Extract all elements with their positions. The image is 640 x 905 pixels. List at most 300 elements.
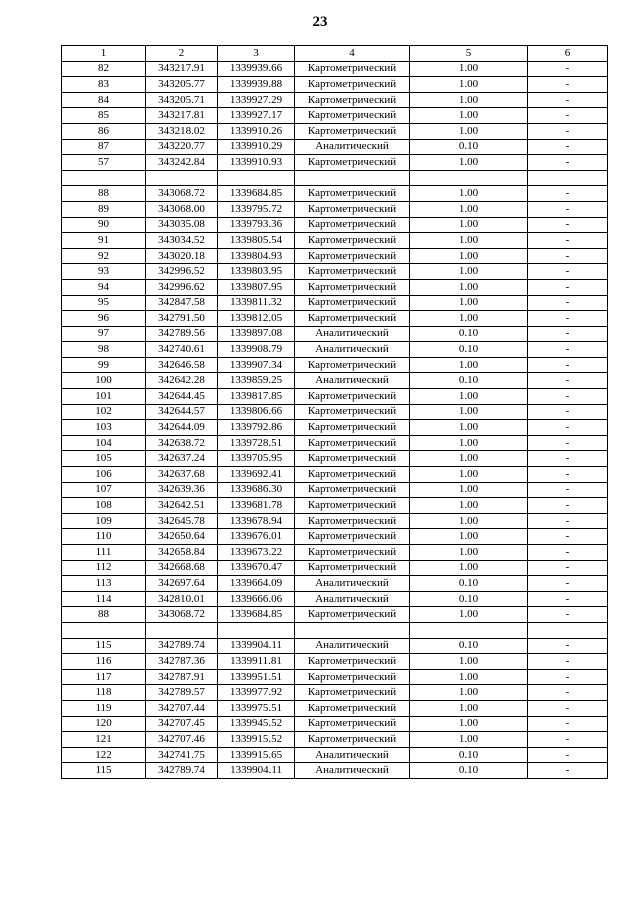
x-coordinate-cell: 342644.09 [146, 420, 218, 436]
accuracy-cell: 1.00 [410, 217, 528, 233]
x-coordinate-cell: 343068.72 [146, 186, 218, 202]
accuracy-cell: 1.00 [410, 233, 528, 249]
y-coordinate-cell: 1339806.66 [218, 404, 295, 420]
y-coordinate-cell: 1339692.41 [218, 467, 295, 483]
x-coordinate-cell: 342642.51 [146, 498, 218, 514]
table-row [62, 264, 608, 280]
x-coordinate-cell: 342789.57 [146, 685, 218, 701]
table-row [62, 529, 608, 545]
point-number-cell: 113 [62, 576, 146, 592]
note-cell: - [528, 123, 608, 139]
method-cell: Картометрический [295, 311, 410, 327]
y-coordinate-cell: 1339927.29 [218, 92, 295, 108]
note-cell: - [528, 61, 608, 77]
point-number-cell: 86 [62, 123, 146, 139]
note-cell: - [528, 482, 608, 498]
coordinates-table [61, 45, 608, 779]
accuracy-cell: 1.00 [410, 654, 528, 670]
point-number-cell: 94 [62, 279, 146, 295]
accuracy-cell: 1.00 [410, 560, 528, 576]
y-coordinate-cell: 1339803.95 [218, 264, 295, 280]
note-cell: - [528, 217, 608, 233]
point-number-cell: 82 [62, 61, 146, 77]
method-cell [295, 170, 410, 186]
x-coordinate-cell: 343068.00 [146, 201, 218, 217]
x-coordinate-cell: 343035.08 [146, 217, 218, 233]
table-row [62, 545, 608, 561]
y-coordinate-cell: 1339805.54 [218, 233, 295, 249]
note-cell: - [528, 201, 608, 217]
accuracy-cell: 1.00 [410, 732, 528, 748]
accuracy-cell: 1.00 [410, 467, 528, 483]
method-cell: Картометрический [295, 404, 410, 420]
y-coordinate-cell: 1339664.09 [218, 576, 295, 592]
note-cell: - [528, 373, 608, 389]
note-cell: - [528, 513, 608, 529]
point-number-cell: 90 [62, 217, 146, 233]
note-cell: - [528, 326, 608, 342]
table-row [62, 467, 608, 483]
accuracy-cell: 0.10 [410, 342, 528, 358]
point-number-cell: 104 [62, 435, 146, 451]
accuracy-cell: 1.00 [410, 248, 528, 264]
accuracy-cell: 1.00 [410, 357, 528, 373]
y-coordinate-cell: 1339686.30 [218, 482, 295, 498]
point-number-cell: 122 [62, 747, 146, 763]
y-coordinate-cell: 1339676.01 [218, 529, 295, 545]
table-row [62, 201, 608, 217]
point-number-cell: 117 [62, 669, 146, 685]
y-coordinate-cell: 1339812.05 [218, 311, 295, 327]
x-coordinate-cell: 342658.84 [146, 545, 218, 561]
y-coordinate-cell: 1339910.29 [218, 139, 295, 155]
method-cell: Картометрический [295, 560, 410, 576]
point-number-cell: 102 [62, 404, 146, 420]
table-row [62, 404, 608, 420]
accuracy-cell: 1.00 [410, 435, 528, 451]
note-cell: - [528, 591, 608, 607]
table-row [62, 373, 608, 389]
point-number-cell [62, 170, 146, 186]
point-number-cell: 115 [62, 763, 146, 779]
method-cell: Аналитический [295, 591, 410, 607]
method-cell: Картометрический [295, 61, 410, 77]
point-number-cell: 111 [62, 545, 146, 561]
note-cell: - [528, 498, 608, 514]
x-coordinate-cell: 342791.50 [146, 311, 218, 327]
method-cell: Картометрический [295, 123, 410, 139]
note-cell: - [528, 420, 608, 436]
method-cell: Аналитический [295, 139, 410, 155]
note-cell: - [528, 389, 608, 405]
x-coordinate-cell: 342707.46 [146, 732, 218, 748]
x-coordinate-cell: 342847.58 [146, 295, 218, 311]
table-row [62, 560, 608, 576]
y-coordinate-cell: 1339666.06 [218, 591, 295, 607]
table-row [62, 295, 608, 311]
method-cell: Картометрический [295, 420, 410, 436]
point-number-cell: 107 [62, 482, 146, 498]
note-cell: - [528, 233, 608, 249]
point-number-cell: 120 [62, 716, 146, 732]
x-coordinate-cell: 342996.52 [146, 264, 218, 280]
point-number-cell: 93 [62, 264, 146, 280]
point-number-cell: 88 [62, 186, 146, 202]
x-coordinate-cell: 342645.78 [146, 513, 218, 529]
accuracy-cell: 1.00 [410, 513, 528, 529]
note-cell: - [528, 716, 608, 732]
y-coordinate-cell: 1339684.85 [218, 186, 295, 202]
y-coordinate-cell: 1339807.95 [218, 279, 295, 295]
accuracy-cell: 1.00 [410, 264, 528, 280]
method-cell: Картометрический [295, 654, 410, 670]
point-number-cell: 84 [62, 92, 146, 108]
x-coordinate-cell: 342650.64 [146, 529, 218, 545]
y-coordinate-cell: 1339728.51 [218, 435, 295, 451]
point-number-cell: 89 [62, 201, 146, 217]
accuracy-cell: 0.10 [410, 638, 528, 654]
method-cell: Аналитический [295, 576, 410, 592]
note-cell: - [528, 747, 608, 763]
y-coordinate-cell: 1339670.47 [218, 560, 295, 576]
accuracy-cell: 1.00 [410, 669, 528, 685]
method-cell: Картометрический [295, 108, 410, 124]
x-coordinate-cell: 342668.68 [146, 560, 218, 576]
x-coordinate-cell: 342789.56 [146, 326, 218, 342]
note-cell: - [528, 279, 608, 295]
point-number-cell: 87 [62, 139, 146, 155]
point-number-cell: 115 [62, 638, 146, 654]
note-cell: - [528, 638, 608, 654]
point-number-cell: 98 [62, 342, 146, 358]
table-row [62, 186, 608, 202]
x-coordinate-cell [146, 622, 218, 638]
x-coordinate-cell: 342707.45 [146, 716, 218, 732]
table-body [62, 61, 608, 778]
y-coordinate-cell: 1339793.36 [218, 217, 295, 233]
method-cell: Картометрический [295, 279, 410, 295]
y-coordinate-cell: 1339939.88 [218, 77, 295, 93]
x-coordinate-cell: 342741.75 [146, 747, 218, 763]
y-coordinate-cell: 1339975.51 [218, 700, 295, 716]
note-cell: - [528, 545, 608, 561]
x-coordinate-cell: 342740.61 [146, 342, 218, 358]
note-cell: - [528, 669, 608, 685]
accuracy-cell: 0.10 [410, 373, 528, 389]
method-cell: Аналитический [295, 373, 410, 389]
table-row [62, 342, 608, 358]
point-number-cell: 119 [62, 700, 146, 716]
accuracy-cell: 1.00 [410, 123, 528, 139]
method-cell: Картометрический [295, 186, 410, 202]
method-cell: Картометрический [295, 732, 410, 748]
point-number-cell: 108 [62, 498, 146, 514]
point-number-cell: 114 [62, 591, 146, 607]
y-coordinate-cell: 1339673.22 [218, 545, 295, 561]
x-coordinate-cell: 342644.45 [146, 389, 218, 405]
x-coordinate-cell: 342697.64 [146, 576, 218, 592]
table-header [62, 46, 608, 62]
x-coordinate-cell: 343205.77 [146, 77, 218, 93]
note-cell: - [528, 155, 608, 171]
point-number-cell: 118 [62, 685, 146, 701]
accuracy-cell: 1.00 [410, 451, 528, 467]
method-cell: Аналитический [295, 342, 410, 358]
x-coordinate-cell: 343034.52 [146, 233, 218, 249]
accuracy-cell: 0.10 [410, 591, 528, 607]
note-cell: - [528, 186, 608, 202]
accuracy-cell: 1.00 [410, 404, 528, 420]
accuracy-cell: 0.10 [410, 326, 528, 342]
x-coordinate-cell: 343205.71 [146, 92, 218, 108]
point-number-cell: 116 [62, 654, 146, 670]
x-coordinate-cell: 343218.02 [146, 123, 218, 139]
note-cell: - [528, 685, 608, 701]
y-coordinate-cell: 1339795.72 [218, 201, 295, 217]
accuracy-cell: 1.00 [410, 700, 528, 716]
note-cell: - [528, 560, 608, 576]
accuracy-cell: 1.00 [410, 77, 528, 93]
y-coordinate-cell: 1339817.85 [218, 389, 295, 405]
y-coordinate-cell: 1339910.26 [218, 123, 295, 139]
table-row [62, 311, 608, 327]
x-coordinate-cell: 342789.74 [146, 763, 218, 779]
method-cell: Картометрический [295, 498, 410, 514]
table-row [62, 420, 608, 436]
method-cell: Картометрический [295, 92, 410, 108]
accuracy-cell: 1.00 [410, 201, 528, 217]
x-coordinate-cell: 342789.74 [146, 638, 218, 654]
y-coordinate-cell: 1339904.11 [218, 638, 295, 654]
x-coordinate-cell: 343242.84 [146, 155, 218, 171]
table-row [62, 513, 608, 529]
table-row [62, 451, 608, 467]
note-cell: - [528, 311, 608, 327]
method-cell: Картометрический [295, 700, 410, 716]
point-number-cell: 91 [62, 233, 146, 249]
x-coordinate-cell: 343217.81 [146, 108, 218, 124]
table-row [62, 279, 608, 295]
y-coordinate-cell: 1339681.78 [218, 498, 295, 514]
table-row [62, 389, 608, 405]
y-coordinate-cell: 1339792.86 [218, 420, 295, 436]
x-coordinate-cell: 342638.72 [146, 435, 218, 451]
header-row [62, 46, 608, 62]
x-coordinate-cell: 342787.36 [146, 654, 218, 670]
point-number-cell [62, 622, 146, 638]
y-coordinate-cell: 1339945.52 [218, 716, 295, 732]
table-row [62, 139, 608, 155]
point-number-cell: 88 [62, 607, 146, 623]
x-coordinate-cell: 342642.28 [146, 373, 218, 389]
accuracy-cell: 0.10 [410, 576, 528, 592]
table-row [62, 435, 608, 451]
accuracy-cell: 1.00 [410, 607, 528, 623]
note-cell: - [528, 700, 608, 716]
accuracy-cell: 1.00 [410, 685, 528, 701]
x-coordinate-cell: 342639.36 [146, 482, 218, 498]
note-cell: - [528, 139, 608, 155]
note-cell [528, 622, 608, 638]
accuracy-cell: 1.00 [410, 716, 528, 732]
method-cell: Картометрический [295, 545, 410, 561]
note-cell: - [528, 654, 608, 670]
point-number-cell: 100 [62, 373, 146, 389]
y-coordinate-cell: 1339705.95 [218, 451, 295, 467]
y-coordinate-cell: 1339811.32 [218, 295, 295, 311]
note-cell: - [528, 576, 608, 592]
table-row [62, 326, 608, 342]
accuracy-cell: 1.00 [410, 482, 528, 498]
table-row [62, 108, 608, 124]
y-coordinate-cell: 1339927.17 [218, 108, 295, 124]
method-cell: Картометрический [295, 435, 410, 451]
accuracy-cell [410, 170, 528, 186]
note-cell: - [528, 357, 608, 373]
note-cell: - [528, 248, 608, 264]
note-cell: - [528, 467, 608, 483]
point-number-cell: 106 [62, 467, 146, 483]
table-row [62, 77, 608, 93]
x-coordinate-cell: 342996.62 [146, 279, 218, 295]
accuracy-cell: 1.00 [410, 295, 528, 311]
method-cell: Картометрический [295, 264, 410, 280]
x-coordinate-cell: 342637.68 [146, 467, 218, 483]
x-coordinate-cell: 342637.24 [146, 451, 218, 467]
note-cell: - [528, 435, 608, 451]
y-coordinate-cell: 1339678.94 [218, 513, 295, 529]
note-cell: - [528, 451, 608, 467]
y-coordinate-cell: 1339951.51 [218, 669, 295, 685]
table-row [62, 92, 608, 108]
point-number-cell: 101 [62, 389, 146, 405]
method-cell: Картометрический [295, 467, 410, 483]
method-cell: Аналитический [295, 763, 410, 779]
table-separator-row [62, 170, 608, 186]
note-cell: - [528, 108, 608, 124]
table-row [62, 61, 608, 77]
method-cell: Картометрический [295, 482, 410, 498]
y-coordinate-cell: 1339910.93 [218, 155, 295, 171]
point-number-cell: 99 [62, 357, 146, 373]
y-coordinate-cell: 1339939.66 [218, 61, 295, 77]
table-row [62, 638, 608, 654]
method-cell: Картометрический [295, 513, 410, 529]
y-coordinate-cell: 1339907.34 [218, 357, 295, 373]
y-coordinate-cell: 1339684.85 [218, 607, 295, 623]
point-number-cell: 95 [62, 295, 146, 311]
y-coordinate-cell: 1339904.11 [218, 763, 295, 779]
note-cell: - [528, 264, 608, 280]
method-cell: Аналитический [295, 326, 410, 342]
method-cell: Аналитический [295, 638, 410, 654]
method-cell [295, 622, 410, 638]
accuracy-cell: 0.10 [410, 139, 528, 155]
x-coordinate-cell: 342707.44 [146, 700, 218, 716]
note-cell [528, 170, 608, 186]
table-row [62, 732, 608, 748]
point-number-cell: 103 [62, 420, 146, 436]
accuracy-cell: 1.00 [410, 92, 528, 108]
table-row [62, 155, 608, 171]
method-cell: Картометрический [295, 529, 410, 545]
y-coordinate-cell: 1339859.25 [218, 373, 295, 389]
point-number-cell: 109 [62, 513, 146, 529]
table-row [62, 482, 608, 498]
method-cell: Картометрический [295, 248, 410, 264]
y-coordinate-cell: 1339911.81 [218, 654, 295, 670]
note-cell: - [528, 77, 608, 93]
y-coordinate-cell: 1339977.92 [218, 685, 295, 701]
accuracy-cell: 1.00 [410, 61, 528, 77]
point-number-cell: 96 [62, 311, 146, 327]
x-coordinate-cell [146, 170, 218, 186]
column-header: 2 [146, 46, 218, 62]
point-number-cell: 57 [62, 155, 146, 171]
accuracy-cell: 1.00 [410, 108, 528, 124]
accuracy-cell: 0.10 [410, 747, 528, 763]
accuracy-cell: 1.00 [410, 529, 528, 545]
point-number-cell: 92 [62, 248, 146, 264]
method-cell: Картометрический [295, 357, 410, 373]
y-coordinate-cell [218, 170, 295, 186]
x-coordinate-cell: 343068.72 [146, 607, 218, 623]
table-row [62, 669, 608, 685]
note-cell: - [528, 607, 608, 623]
method-cell: Картометрический [295, 607, 410, 623]
table-row [62, 591, 608, 607]
y-coordinate-cell: 1339804.93 [218, 248, 295, 264]
x-coordinate-cell: 342810.01 [146, 591, 218, 607]
method-cell: Картометрический [295, 716, 410, 732]
table-row [62, 716, 608, 732]
column-header: 4 [295, 46, 410, 62]
note-cell: - [528, 295, 608, 311]
method-cell: Картометрический [295, 685, 410, 701]
note-cell: - [528, 92, 608, 108]
point-number-cell: 83 [62, 77, 146, 93]
table-row [62, 607, 608, 623]
table-row [62, 763, 608, 779]
accuracy-cell: 1.00 [410, 498, 528, 514]
column-header: 6 [528, 46, 608, 62]
table-row [62, 357, 608, 373]
column-header: 3 [218, 46, 295, 62]
y-coordinate-cell: 1339915.65 [218, 747, 295, 763]
note-cell: - [528, 342, 608, 358]
accuracy-cell: 1.00 [410, 155, 528, 171]
y-coordinate-cell: 1339908.79 [218, 342, 295, 358]
table-row [62, 747, 608, 763]
x-coordinate-cell: 342644.57 [146, 404, 218, 420]
method-cell: Картометрический [295, 389, 410, 405]
method-cell: Картометрический [295, 669, 410, 685]
point-number-cell: 85 [62, 108, 146, 124]
y-coordinate-cell: 1339897.08 [218, 326, 295, 342]
x-coordinate-cell: 343220.77 [146, 139, 218, 155]
table-row [62, 685, 608, 701]
column-header: 5 [410, 46, 528, 62]
accuracy-cell: 1.00 [410, 389, 528, 405]
method-cell: Картометрический [295, 77, 410, 93]
point-number-cell: 110 [62, 529, 146, 545]
table-row [62, 233, 608, 249]
accuracy-cell: 1.00 [410, 311, 528, 327]
page-number: 23 [312, 14, 328, 30]
x-coordinate-cell: 342787.91 [146, 669, 218, 685]
table-row [62, 654, 608, 670]
point-number-cell: 97 [62, 326, 146, 342]
